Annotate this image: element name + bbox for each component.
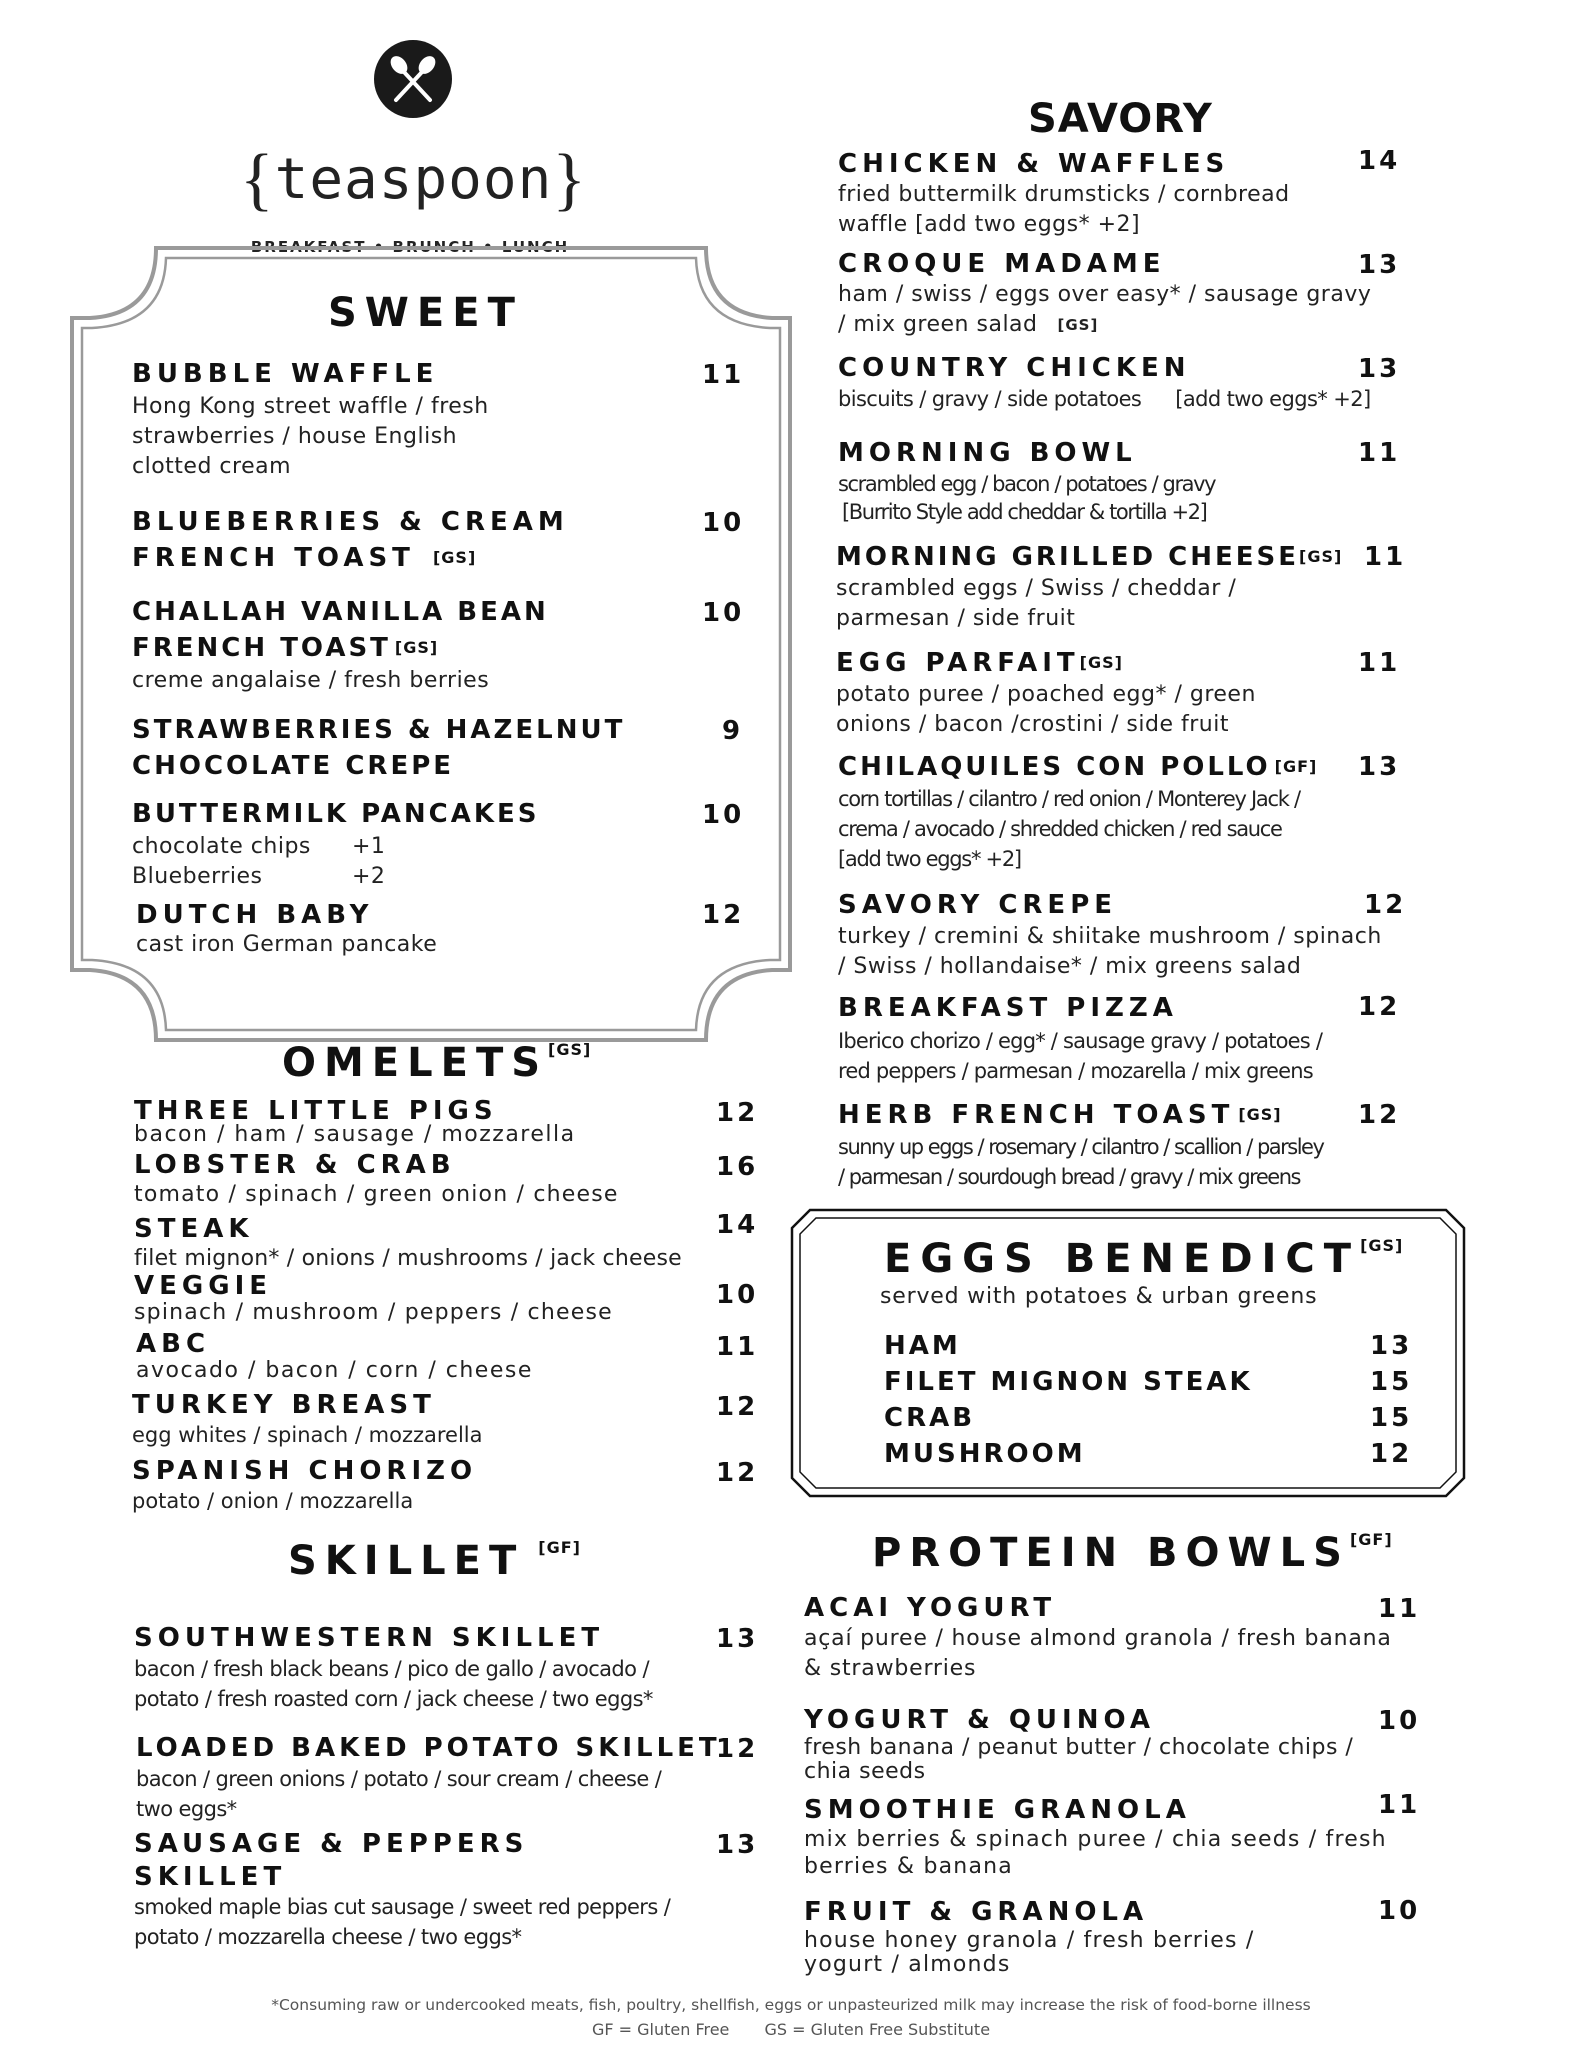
item-description: Iberico chorizo / egg* / sausage gravy / potatoes / bbox=[838, 1029, 1323, 1053]
item-price: 14 bbox=[1358, 146, 1401, 176]
addon-price: +1 bbox=[352, 834, 386, 859]
item-name-line2 bbox=[132, 630, 549, 666]
brand-tagline: BREAKFAST • BRUNCH • LUNCH bbox=[250, 238, 570, 256]
item-description: açaí puree / house almond granola / fresh banana bbox=[804, 1626, 1392, 1651]
menu-item bbox=[804, 1896, 1254, 1976]
menu-item bbox=[838, 888, 1382, 982]
gf-tag: [GF] bbox=[1274, 757, 1318, 776]
item-price: 10 bbox=[716, 1280, 759, 1310]
item-name: DUTCH BABY bbox=[136, 900, 374, 930]
item-description: & strawberries bbox=[804, 1656, 977, 1681]
item-description: smoked maple bias cut sausage / sweet red peppers / bbox=[134, 1895, 671, 1919]
item-price: 12 bbox=[716, 1458, 759, 1488]
legend-gs: GS = Gluten Free Substitute bbox=[764, 2020, 991, 2039]
benedict-subtitle: served with potatoes & urban greens bbox=[880, 1284, 1318, 1309]
addon-label: Blueberries bbox=[132, 864, 263, 889]
item-name: STRAWBERRIES & HAZELNUT bbox=[132, 715, 626, 745]
item-description: fresh banana / peanut butter / chocolate chips / bbox=[804, 1735, 1354, 1760]
gs-tag: [GS] bbox=[432, 548, 477, 567]
item-name-line2: SKILLET bbox=[134, 1862, 287, 1892]
price-column bbox=[1370, 1328, 1412, 1472]
item-price: 11 bbox=[1364, 542, 1407, 572]
item-description: / Swiss / hollandaise* / mix greens salad bbox=[838, 954, 1302, 979]
menu-item bbox=[132, 712, 625, 784]
menu-item bbox=[134, 1826, 670, 1952]
item-name bbox=[836, 646, 1256, 680]
item-price: 10 bbox=[702, 508, 745, 538]
item-description: egg whites / spinach / mozzarella bbox=[132, 1423, 483, 1447]
benedict-title-text: EGGS BENEDICT bbox=[884, 1236, 1361, 1282]
item-name bbox=[838, 1098, 1323, 1132]
menu-item bbox=[134, 1150, 619, 1210]
item-price: 11 bbox=[702, 360, 745, 390]
item-name: FRUIT & GRANOLA bbox=[804, 1897, 1149, 1927]
gs-tag: [GS] bbox=[1079, 653, 1123, 672]
item-description: avocado / bacon / corn / cheese bbox=[136, 1358, 533, 1383]
menu-item bbox=[136, 1330, 533, 1384]
menu-item bbox=[838, 1098, 1323, 1192]
item-name: LOBSTER & CRAB bbox=[134, 1150, 456, 1180]
menu-item bbox=[136, 1732, 721, 1824]
item-description: chia seeds bbox=[804, 1759, 926, 1784]
item-description: tomato / spinach / green onion / cheese bbox=[134, 1182, 619, 1207]
addon-row bbox=[132, 832, 539, 862]
item-description: potato / onion / mozzarella bbox=[132, 1489, 414, 1513]
item-description: crema / avocado / shredded chicken / red sauce bbox=[838, 817, 1282, 841]
item-price: 15 bbox=[1370, 1367, 1413, 1397]
item-name: CHICKEN & WAFFLES bbox=[838, 149, 1230, 179]
addon-row bbox=[132, 862, 539, 892]
gs-tag: [GS] bbox=[548, 1040, 592, 1059]
item-description: scrambled egg / bacon / potatoes / gravy bbox=[838, 472, 1216, 496]
item-description: potato / mozzarella cheese / two eggs* bbox=[134, 1925, 522, 1949]
item-price: 12 bbox=[1364, 890, 1407, 920]
item-name: CROQUE MADAME bbox=[838, 249, 1166, 279]
protein-bowls-title bbox=[872, 1530, 1393, 1576]
item-description: waffle [add two eggs* +2] bbox=[838, 212, 1141, 237]
item-name: ABC bbox=[136, 1329, 211, 1359]
item-description: spinach / mushroom / peppers / cheese bbox=[134, 1300, 613, 1325]
menu-item bbox=[136, 900, 437, 960]
menu-item bbox=[804, 1704, 1353, 1784]
menu-item bbox=[134, 1272, 613, 1326]
item-description: bacon / ham / sausage / mozzarella bbox=[134, 1122, 576, 1147]
item-price: 11 bbox=[1378, 1790, 1421, 1820]
menu-item bbox=[804, 1794, 1387, 1880]
item-price: 16 bbox=[716, 1152, 759, 1182]
item-name: HAM bbox=[884, 1331, 961, 1361]
item-price: 10 bbox=[702, 598, 745, 628]
item-name: COUNTRY CHICKEN bbox=[838, 353, 1191, 383]
gs-tag: [GS] bbox=[1238, 1105, 1282, 1124]
item-price: 12 bbox=[1358, 992, 1401, 1022]
benedict-title bbox=[884, 1236, 1403, 1282]
menu-item bbox=[134, 1214, 682, 1274]
item-name: BLUEBERRIES & CREAM bbox=[132, 507, 569, 537]
item-name: SAVORY CREPE bbox=[838, 890, 1118, 920]
legend-gf: GF = Gluten Free bbox=[591, 2020, 730, 2039]
item-name bbox=[836, 540, 1342, 574]
menu-item bbox=[134, 1622, 653, 1714]
menu-item bbox=[836, 540, 1342, 634]
menu-item bbox=[838, 436, 1215, 526]
gs-tag: [GS] bbox=[394, 638, 439, 657]
menu-item bbox=[838, 148, 1290, 240]
item-price: 13 bbox=[716, 1830, 759, 1860]
item-price: 9 bbox=[722, 716, 744, 746]
item-name: LOADED BAKED POTATO SKILLET bbox=[136, 1733, 721, 1763]
item-price: 10 bbox=[1378, 1706, 1421, 1736]
item-name-line2 bbox=[132, 540, 569, 576]
gs-tag: [GS] bbox=[1299, 547, 1343, 566]
item-name: BUTTERMILK PANCAKES bbox=[132, 799, 540, 829]
teaspoon-logo bbox=[240, 38, 587, 256]
item-name: BREAKFAST PIZZA bbox=[838, 993, 1178, 1023]
menu-item bbox=[838, 248, 1371, 340]
item-name: THREE LITTLE PIGS bbox=[134, 1096, 498, 1126]
item-name: MUSHROOM bbox=[884, 1439, 1086, 1469]
item-description: red peppers / parmesan / mozarella / mix greens bbox=[838, 1059, 1313, 1083]
brand-name-text: teaspoon bbox=[274, 147, 553, 212]
item-description: ham / swiss / eggs over easy* / sausage gravy bbox=[838, 282, 1372, 307]
menu-item bbox=[884, 1328, 1253, 1472]
item-name: MORNING BOWL bbox=[838, 438, 1137, 468]
item-price: 12 bbox=[716, 1098, 759, 1128]
item-description-text: / mix green salad bbox=[838, 312, 1038, 337]
item-description: potato / fresh roasted corn / jack cheese / two eggs* bbox=[134, 1687, 653, 1711]
item-description bbox=[838, 384, 1371, 414]
item-name-cont: FRENCH TOAST bbox=[132, 543, 415, 573]
menu-item bbox=[804, 1592, 1392, 1684]
item-price: 15 bbox=[1370, 1403, 1413, 1433]
gs-tag: [GS] bbox=[1057, 316, 1099, 334]
item-price: 13 bbox=[1358, 250, 1401, 280]
item-name-cont: FRENCH TOAST bbox=[132, 633, 391, 663]
menu-item bbox=[132, 1390, 483, 1450]
item-description: fried buttermilk drumsticks / cornbread bbox=[838, 182, 1290, 207]
item-description: potato puree / poached egg* / green bbox=[836, 682, 1256, 707]
item-name: SAUSAGE & PEPPERS bbox=[134, 1829, 529, 1859]
item-description: [Burrito Style add cheddar & tortilla +2] bbox=[842, 500, 1207, 524]
item-description: two eggs* bbox=[136, 1797, 237, 1821]
menu-item bbox=[838, 750, 1317, 874]
item-price: 11 bbox=[1378, 1594, 1421, 1624]
item-name: SPANISH CHORIZO bbox=[132, 1456, 478, 1486]
item-name: CHALLAH VANILLA BEAN bbox=[132, 597, 549, 627]
item-description: berries & banana bbox=[804, 1854, 1013, 1879]
item-price: 13 bbox=[1358, 752, 1401, 782]
item-name: TURKEY BREAST bbox=[132, 1390, 436, 1420]
item-description: bacon / green onions / potato / sour cream / cheese / bbox=[136, 1767, 662, 1791]
item-name: SOUTHWESTERN SKILLET bbox=[134, 1623, 605, 1653]
menu-item bbox=[132, 504, 569, 576]
add-eggs-note: [add two eggs* +2] bbox=[1175, 387, 1371, 411]
item-description: bacon / fresh black beans / pico de gallo / avocado / bbox=[134, 1657, 649, 1681]
brace-open: { bbox=[240, 141, 275, 218]
item-name: FILET MIGNON STEAK bbox=[884, 1367, 1253, 1397]
menu-item bbox=[134, 1098, 576, 1146]
item-price: 14 bbox=[716, 1210, 759, 1240]
item-price: 12 bbox=[1358, 1100, 1401, 1130]
item-name-text: HERB FRENCH TOAST bbox=[838, 1100, 1235, 1130]
menu-item bbox=[132, 796, 539, 892]
item-price: 11 bbox=[1358, 648, 1401, 678]
item-price: 13 bbox=[1370, 1331, 1413, 1361]
item-description: sunny up eggs / rosemary / cilantro / scallion / parsley bbox=[838, 1135, 1324, 1159]
brand-name bbox=[240, 136, 587, 218]
menu-item bbox=[838, 352, 1371, 414]
item-name: CRAB bbox=[884, 1403, 976, 1433]
food-safety-disclaimer: *Consuming raw or undercooked meats, fish, poultry, shellfish, eggs or unpasteurized milk may increase the risk of food-borne illness bbox=[271, 1996, 1311, 2014]
item-price: 12 bbox=[716, 1734, 759, 1764]
item-description: strawberries / house English bbox=[132, 424, 458, 449]
skillet-title bbox=[288, 1538, 581, 1584]
menu-item bbox=[132, 356, 489, 482]
item-description: cast iron German pancake bbox=[136, 932, 438, 957]
addon-label: chocolate chips bbox=[132, 834, 311, 859]
item-price: 13 bbox=[716, 1624, 759, 1654]
item-price: 12 bbox=[702, 900, 745, 930]
item-name bbox=[838, 750, 1317, 784]
item-name-text: MORNING GRILLED CHEESE bbox=[836, 542, 1299, 572]
protein-bowls-title-text: PROTEIN BOWLS bbox=[872, 1530, 1350, 1576]
menu-item bbox=[838, 990, 1322, 1086]
item-description: clotted cream bbox=[132, 454, 292, 479]
item-description-text: biscuits / gravy / side potatoes bbox=[838, 387, 1142, 411]
item-description: Hong Kong street waffle / fresh bbox=[132, 394, 489, 419]
item-name: ACAI YOGURT bbox=[804, 1593, 1057, 1623]
menu-item bbox=[132, 1456, 477, 1516]
item-name-text: CHILAQUILES CON POLLO bbox=[838, 752, 1271, 782]
item-name: VEGGIE bbox=[134, 1271, 272, 1301]
item-description: creme angalaise / fresh berries bbox=[132, 668, 490, 693]
crossed-spoons-icon bbox=[372, 38, 454, 120]
omelets-title-text: OMELETS bbox=[282, 1040, 549, 1086]
item-description: parmesan / side fruit bbox=[836, 606, 1076, 631]
brace-close: } bbox=[552, 141, 587, 218]
item-name: BUBBLE WAFFLE bbox=[132, 359, 439, 389]
item-description: yogurt / almonds bbox=[804, 1952, 1011, 1977]
legend bbox=[0, 2020, 1582, 2039]
item-price: 12 bbox=[716, 1392, 759, 1422]
gs-tag: [GS] bbox=[1360, 1236, 1404, 1255]
menu-item bbox=[132, 594, 549, 696]
item-description: house honey granola / fresh berries / bbox=[804, 1928, 1255, 1953]
menu-item bbox=[836, 646, 1256, 740]
item-description bbox=[838, 310, 1371, 340]
item-description: onions / bacon /crostini / side fruit bbox=[836, 712, 1229, 737]
savory-title: SAVORY bbox=[1028, 96, 1213, 142]
item-price: 10 bbox=[702, 800, 745, 830]
item-name: SMOOTHIE GRANOLA bbox=[804, 1795, 1191, 1825]
item-description: scrambled eggs / Swiss / cheddar / bbox=[836, 576, 1237, 601]
omelets-title bbox=[282, 1040, 591, 1086]
item-description: / parmesan / sourdough bread / gravy / mix greens bbox=[838, 1165, 1300, 1189]
item-description: [add two eggs* +2] bbox=[838, 847, 1021, 871]
item-name-text: EGG PARFAIT bbox=[836, 648, 1080, 678]
gf-tag: [GF] bbox=[538, 1538, 581, 1557]
item-price: 11 bbox=[716, 1332, 759, 1362]
item-price: 11 bbox=[1358, 438, 1401, 468]
gf-tag: [GF] bbox=[1349, 1530, 1393, 1549]
item-description: corn tortillas / cilantro / red onion / Monterey Jack / bbox=[838, 787, 1300, 811]
item-description: filet mignon* / onions / mushrooms / jack cheese bbox=[134, 1246, 682, 1271]
item-name-line2: CHOCOLATE CREPE bbox=[132, 751, 455, 781]
item-description: turkey / cremini & shiitake mushroom / spinach bbox=[838, 924, 1382, 949]
item-name: YOGURT & QUINOA bbox=[804, 1705, 1155, 1735]
skillet-title-text: SKILLET bbox=[288, 1538, 525, 1584]
item-price: 12 bbox=[1370, 1439, 1413, 1469]
item-description: mix berries & spinach puree / chia seeds / fresh bbox=[804, 1827, 1387, 1852]
addon-price: +2 bbox=[352, 864, 386, 889]
sweet-title: SWEET bbox=[328, 290, 523, 336]
item-price: 10 bbox=[1378, 1896, 1421, 1926]
item-price: 13 bbox=[1358, 354, 1401, 384]
item-name: STEAK bbox=[134, 1214, 254, 1244]
